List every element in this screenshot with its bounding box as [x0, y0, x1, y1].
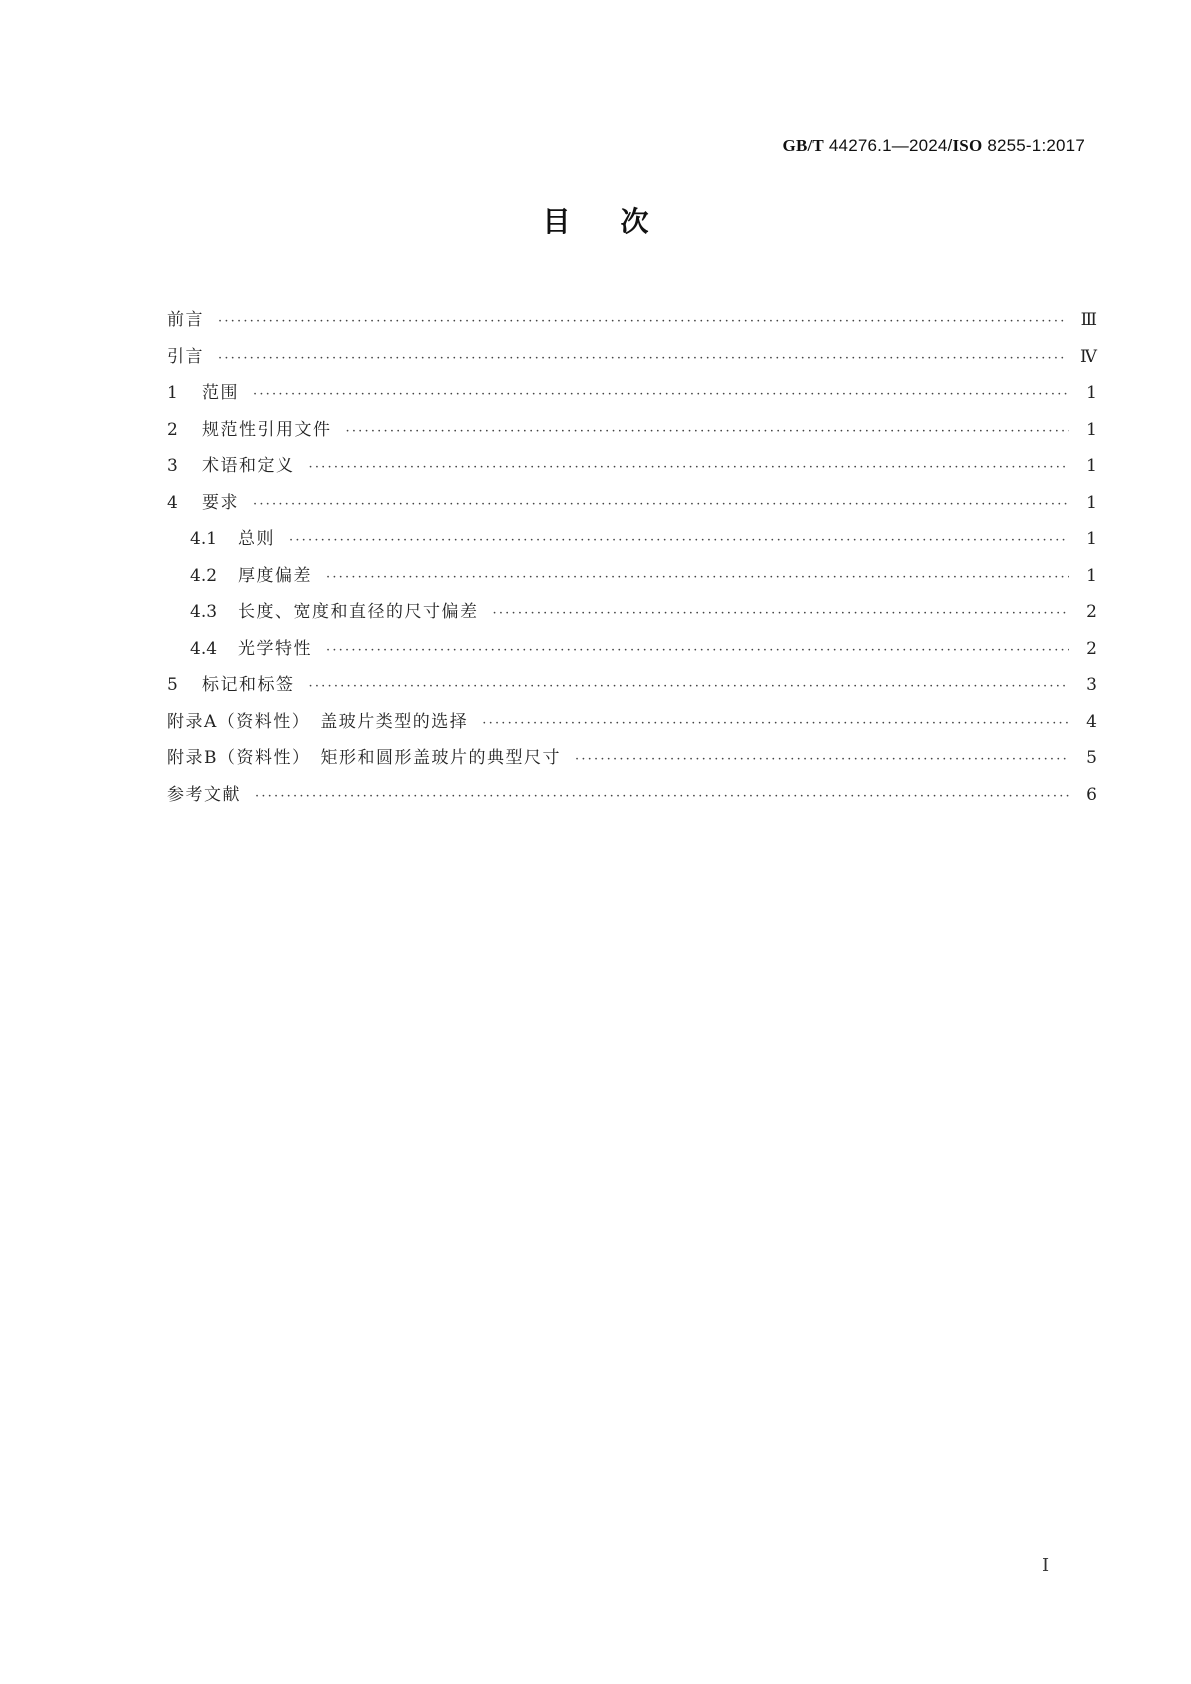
- toc-entry-label: 标记和标签: [202, 675, 295, 695]
- toc-entry[interactable]: [167, 375, 1097, 412]
- page-title: 目次: [542, 205, 699, 238]
- toc-entry-label: 范围: [202, 383, 239, 403]
- toc-entry[interactable]: [167, 302, 1097, 339]
- toc-entry-label: 附录A（资料性） 盖玻片类型的选择: [167, 711, 469, 732]
- toc-entry-page: 2: [1086, 602, 1097, 622]
- page-number: Ⅰ: [1042, 1555, 1050, 1576]
- standard-code-number: 44276.1—2024/: [823, 136, 953, 155]
- toc-dot-leader: [326, 633, 1069, 670]
- toc-dot-leader: [253, 487, 1069, 524]
- toc-dot-leader: [575, 742, 1069, 779]
- standard-code-iso: ISO: [952, 136, 983, 155]
- table-of-contents: [167, 302, 1097, 813]
- toc-entry-number: 4.1: [190, 529, 218, 549]
- toc-entry-page: 1: [1086, 383, 1097, 403]
- toc-entry-label: 厚度偏差: [238, 565, 312, 586]
- toc-dot-leader: [218, 341, 1066, 378]
- toc-entry-page: 2: [1086, 638, 1097, 659]
- toc-entry-page: 4: [1086, 711, 1097, 732]
- toc-entry-label: 参考文献: [167, 784, 241, 805]
- toc-entry-page: 1: [1086, 529, 1097, 549]
- toc-dot-leader: [253, 377, 1069, 414]
- toc-dot-leader: [309, 450, 1070, 487]
- toc-entry-number: 1: [167, 383, 178, 403]
- toc-entry-page: 6: [1086, 784, 1097, 805]
- toc-entry-number: 4: [167, 492, 178, 513]
- toc-dot-leader: [326, 560, 1069, 597]
- toc-entry[interactable]: [167, 339, 1097, 376]
- toc-entry[interactable]: [167, 594, 1097, 631]
- toc-entry[interactable]: [167, 740, 1097, 777]
- toc-dot-leader: [482, 706, 1069, 743]
- toc-dot-leader: [255, 779, 1069, 816]
- toc-entry-page: 3: [1086, 675, 1097, 695]
- standard-code-iso-number: 8255-1:2017: [982, 136, 1085, 155]
- toc-entry-page: Ⅲ: [1080, 310, 1097, 330]
- toc-entry[interactable]: [167, 631, 1097, 668]
- toc-entry-page: 1: [1086, 565, 1097, 586]
- toc-entry-page: 1: [1086, 492, 1097, 513]
- toc-dot-leader: [346, 414, 1070, 451]
- toc-entry[interactable]: [167, 558, 1097, 595]
- standard-code-prefix: GB/T: [782, 136, 824, 155]
- toc-entry[interactable]: [167, 777, 1097, 814]
- toc-entry-number: 4.2: [190, 565, 218, 586]
- toc-entry-label: 引言: [167, 346, 204, 367]
- toc-entry-label: 前言: [167, 310, 204, 330]
- toc-entry-page: 5: [1086, 748, 1097, 768]
- toc-entry-label: 总则: [238, 529, 275, 549]
- toc-entry-label: 光学特性: [238, 638, 312, 659]
- toc-entry-number: 5: [167, 675, 178, 695]
- toc-entry-label: 附录B（资料性） 矩形和圆形盖玻片的典型尺寸: [167, 748, 561, 768]
- toc-entry-page: Ⅳ: [1080, 346, 1097, 367]
- toc-dot-leader: [309, 669, 1070, 706]
- toc-entry-label: 术语和定义: [202, 456, 295, 476]
- toc-entry[interactable]: [167, 521, 1097, 558]
- toc-entry[interactable]: [167, 485, 1097, 522]
- toc-dot-leader: [289, 523, 1069, 560]
- toc-entry[interactable]: [167, 667, 1097, 704]
- toc-entry-number: 3: [167, 456, 178, 476]
- toc-entry-label: 长度、宽度和直径的尺寸偏差: [238, 602, 479, 622]
- toc-dot-leader: [218, 304, 1067, 341]
- standard-code: [783, 136, 1085, 156]
- toc-entry-page: 1: [1086, 456, 1097, 476]
- toc-entry[interactable]: [167, 448, 1097, 485]
- toc-entry-label: 规范性引用文件: [202, 419, 332, 440]
- toc-entry-number: 4.3: [190, 602, 218, 622]
- toc-dot-leader: [493, 596, 1070, 633]
- toc-entry-page: 1: [1086, 419, 1097, 440]
- toc-entry-number: 4.4: [190, 638, 218, 659]
- toc-entry[interactable]: [167, 704, 1097, 741]
- toc-entry[interactable]: [167, 412, 1097, 449]
- toc-entry-label: 要求: [202, 492, 239, 513]
- toc-entry-number: 2: [167, 419, 178, 440]
